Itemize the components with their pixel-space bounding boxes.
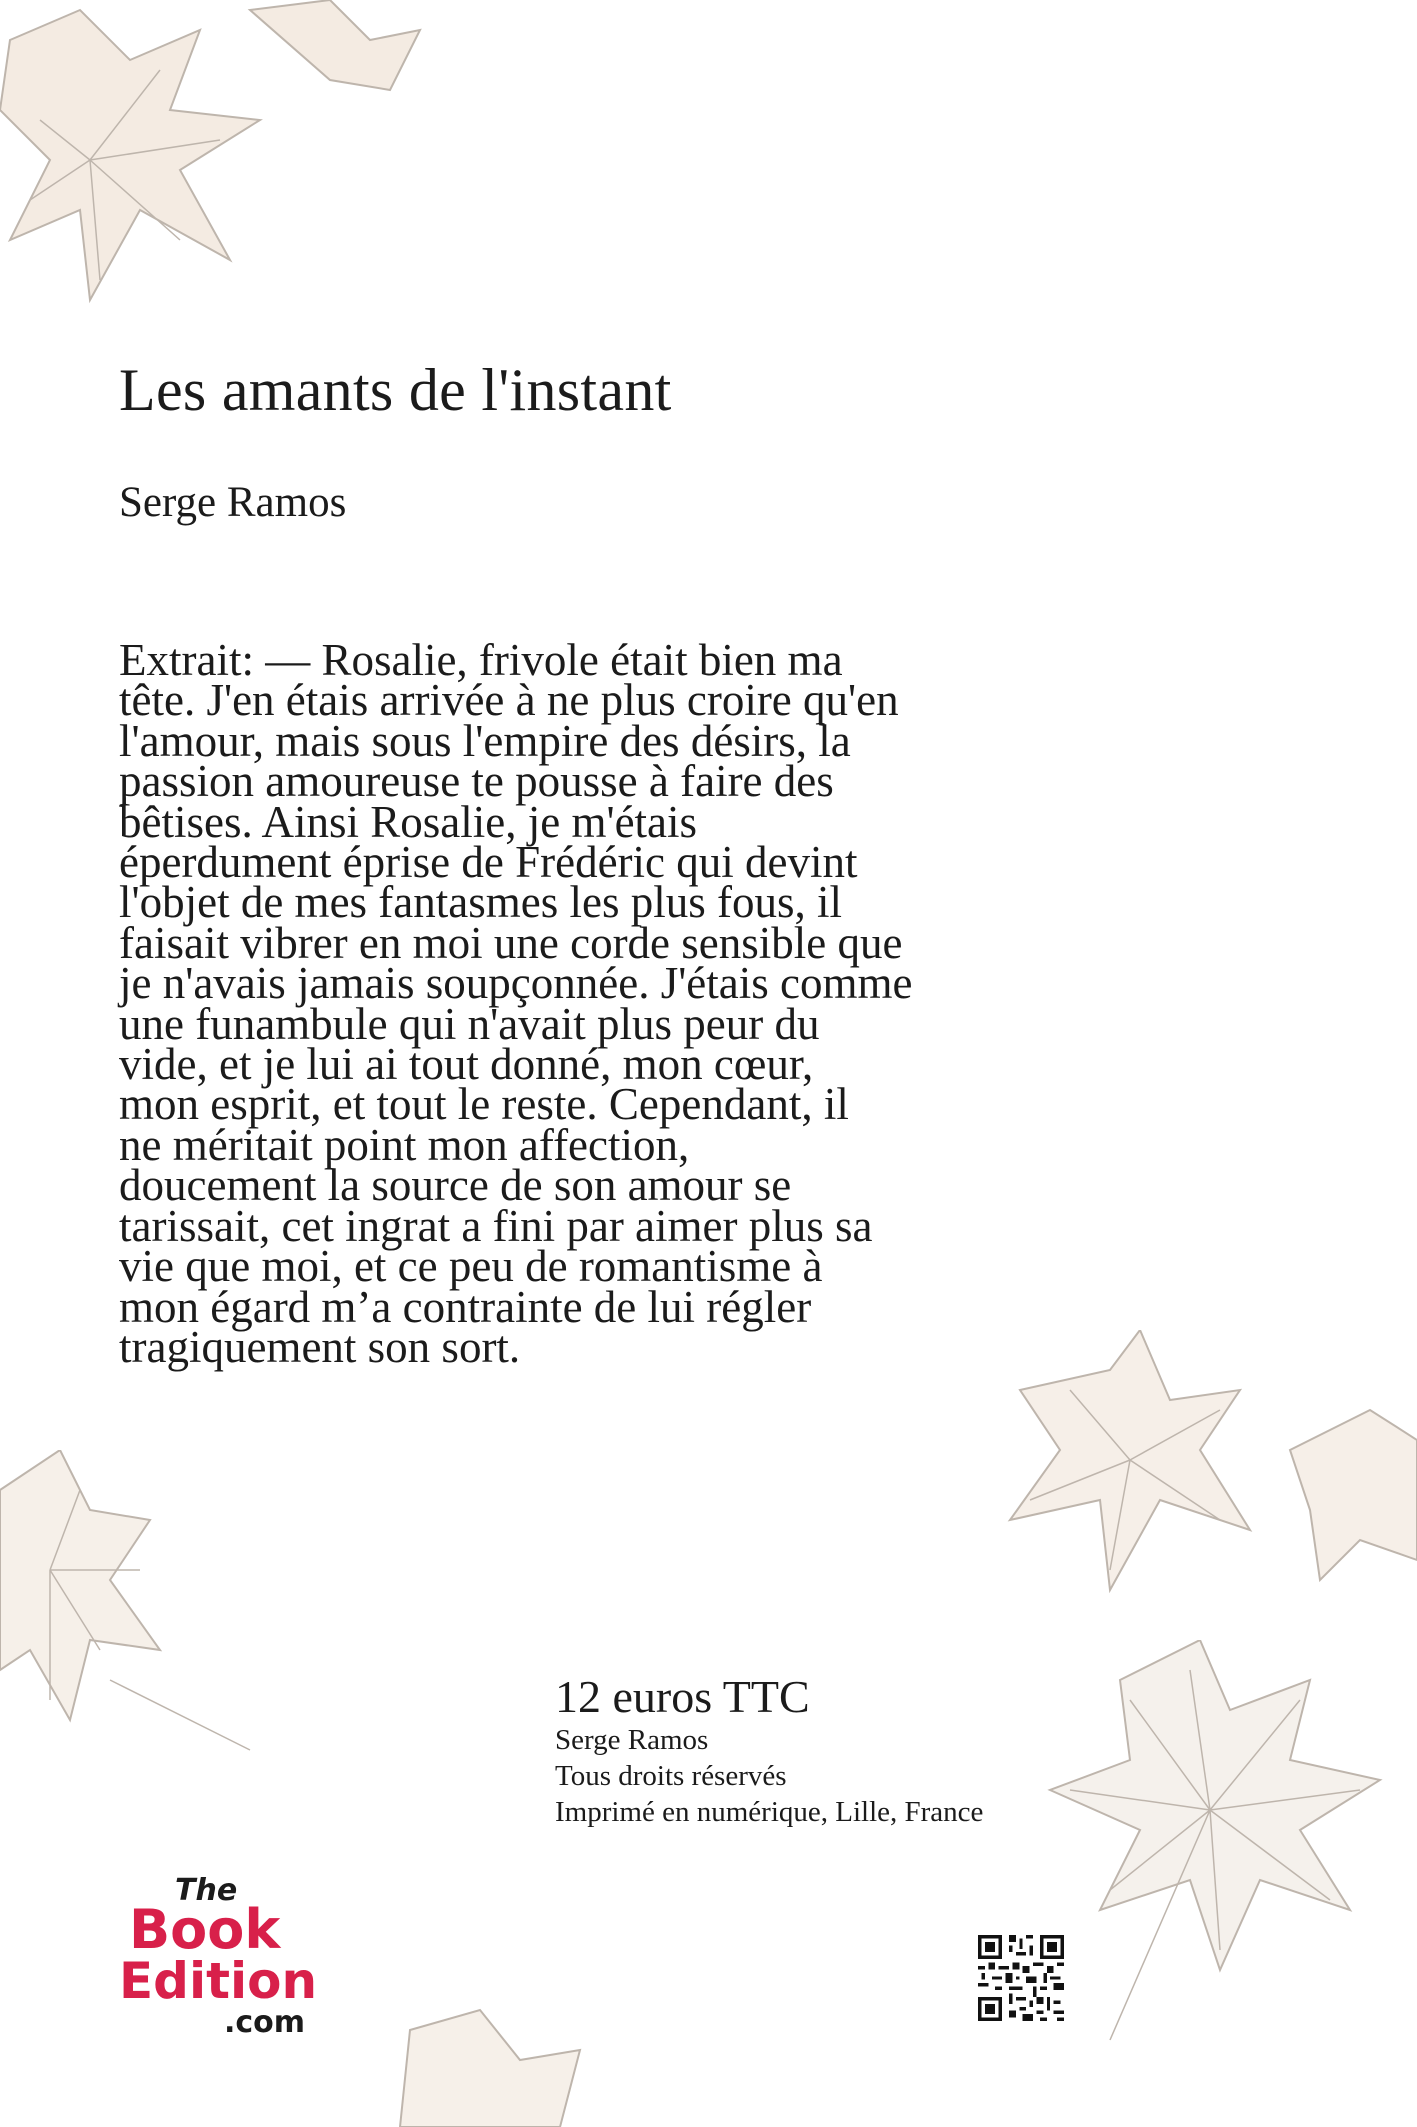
excerpt-line: Extrait: — Rosalie, frivole était bien ma [119,635,843,685]
leaf-illustration-top-left [0,0,440,330]
excerpt-line: mon esprit, et tout le reste. Cependant, il [119,1079,849,1130]
excerpt-line: tragiquement son sort. [119,1321,521,1372]
logo-the: The [175,1873,238,1908]
excerpt-line: vide, et je lui ai tout donné, mon cœur, [119,1039,814,1090]
book-author: Serge Ramos [119,479,347,526]
excerpt-line: une funambule qui n'avait plus peur du [119,998,820,1049]
imprint-printed: Imprimé en numérique, Lille, France [555,1796,984,1828]
leaf-illustration-bottom-center [380,1990,620,2127]
excerpt-line: doucement la source de son amour se [119,1160,792,1211]
excerpt-line: je n'avais jamais soupçonnée. J'étais comme [119,958,913,1009]
logo-com: .com [224,2005,306,2040]
excerpt-line: faisait vibrer en moi une corde sensible que [119,917,903,968]
excerpt-line: l'amour, mais sous l'empire des désirs, la [119,715,851,766]
leaf-illustration-bottom-left [0,1450,270,1780]
excerpt-line: bêtises. Ainsi Rosalie, je m'étais [119,796,698,847]
leaf-illustration-bottom-right [1030,1640,1417,2060]
book-title: Les amants de l'instant [119,357,672,423]
imprint-rights: Tous droits réservés [555,1760,787,1792]
logo-book: Book [129,1898,281,1961]
qr-code-icon [978,1935,1064,2021]
logo-edition: Edition [119,1952,318,2010]
excerpt-line: passion amoureuse te pousse à faire des [119,756,834,807]
excerpt-line: tarissait, cet ingrat a fini par aimer plus sa [119,1200,873,1251]
excerpt-line: éperdument éprise de Frédéric qui devint [119,837,858,888]
excerpt-line: tête. J'en étais arrivée à ne plus croire qu'en [119,675,899,726]
excerpt-line: l'objet de mes fantasmes les plus fous, il [119,877,842,928]
thebookedition-logo [119,1870,359,2040]
leaf-illustration-right-mid [990,1330,1417,1660]
imprint-block [555,1672,983,1830]
excerpt-text [119,635,1069,1372]
imprint-author: Serge Ramos [555,1724,709,1756]
price-label: 12 euros TTC [555,1671,810,1722]
excerpt-line: mon égard m’a contrainte de lui régler [119,1281,812,1332]
excerpt-line: ne méritait point mon affection, [119,1119,690,1170]
excerpt-line: vie que moi, et ce peu de romantisme à [119,1241,823,1292]
